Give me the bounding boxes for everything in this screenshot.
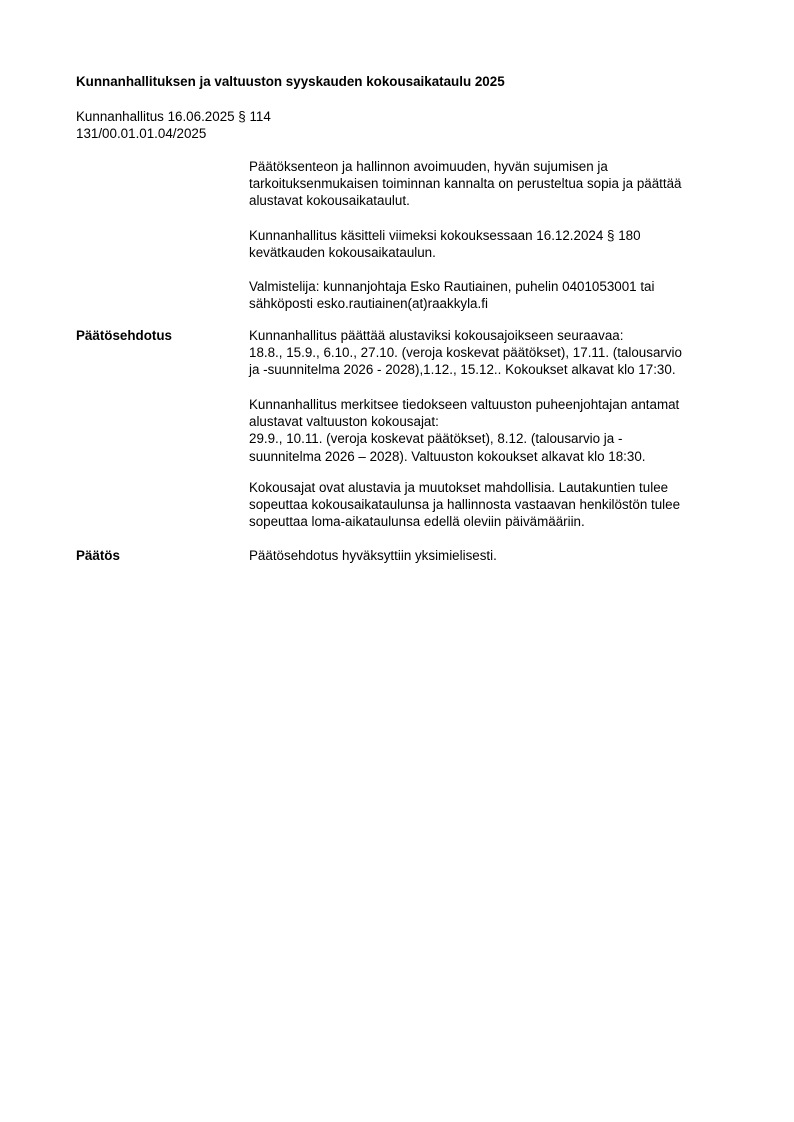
council-line: suunnitelma 2026 – 2028). Valtuuston kokoukset alkavat klo 18:30. (249, 448, 646, 464)
proposal-line: Kunnanhallitus päättää alustaviksi kokousajoikseen seuraavaa: (249, 328, 624, 343)
document-title: Kunnanhallituksen ja valtuuston syyskauden kokousaikataulu 2025 (76, 74, 505, 89)
case-number: 131/00.01.01.04/2025 (76, 126, 207, 142)
decision-label: Päätös (76, 548, 120, 563)
notes-line: Kokousajat ovat alustavia ja muutokset mahdollisia. Lautakuntien tulee (249, 480, 669, 495)
decision-text: Päätösehdotus hyväksyttiin yksimielisesti. (249, 548, 497, 563)
previous-schedule-paragraph (249, 227, 733, 261)
proposal-label: Päätösehdotus (76, 328, 172, 343)
proposal-line: ja -suunnitelma 2026 - 2028),1.12., 15.12.. Kokoukset alkavat klo 17:30. (249, 362, 676, 378)
notes-line: sopeuttaa kokousaikataulunsa ja hallinnosta vastaavan henkilöstön tulee (249, 497, 681, 513)
preparer-line: Valmistelija: kunnanjohtaja Esko Rautiainen, puhelin 0401053001 tai (249, 279, 655, 294)
notes-line: sopeuttaa loma-aikataulunsa edellä oleviin päivämääriin. (249, 514, 585, 530)
preparer-line: sähköposti esko.rautiainen(at)raakkyla.fi (249, 296, 488, 312)
council-line: Kunnanhallitus merkitsee tiedokseen valtuuston puheenjohtajan antamat (249, 397, 680, 412)
background-paragraph (249, 158, 733, 210)
meeting-reference: Kunnanhallitus 16.06.2025 § 114 (76, 109, 271, 124)
meeting-meta (76, 108, 476, 142)
proposal-council-paragraph (249, 396, 733, 465)
background-line: alustavat kokousaikataulut. (249, 193, 410, 209)
previous-line: kevätkauden kokousaikataulun. (249, 245, 436, 261)
council-line: alustavat valtuuston kokousajat: (249, 414, 439, 430)
proposal-board-paragraph (249, 327, 733, 379)
preparer-paragraph (249, 278, 733, 312)
council-line: 29.9., 10.11. (veroja koskevat päätökset), 8.12. (talousarvio ja - (249, 431, 623, 447)
proposal-notes-paragraph (249, 479, 733, 531)
previous-line: Kunnanhallitus käsitteli viimeksi kokouksessaan 16.12.2024 § 180 (249, 228, 641, 243)
background-line: tarkoituksenmukaisen toiminnan kannalta on perusteltua sopia ja päättää (249, 176, 682, 192)
proposal-line: 18.8., 15.9., 6.10., 27.10. (veroja koskevat päätökset), 17.11. (talousarvio (249, 345, 682, 361)
background-line: Päätöksenteon ja hallinnon avoimuuden, hyvän sujumisen ja (249, 159, 608, 174)
